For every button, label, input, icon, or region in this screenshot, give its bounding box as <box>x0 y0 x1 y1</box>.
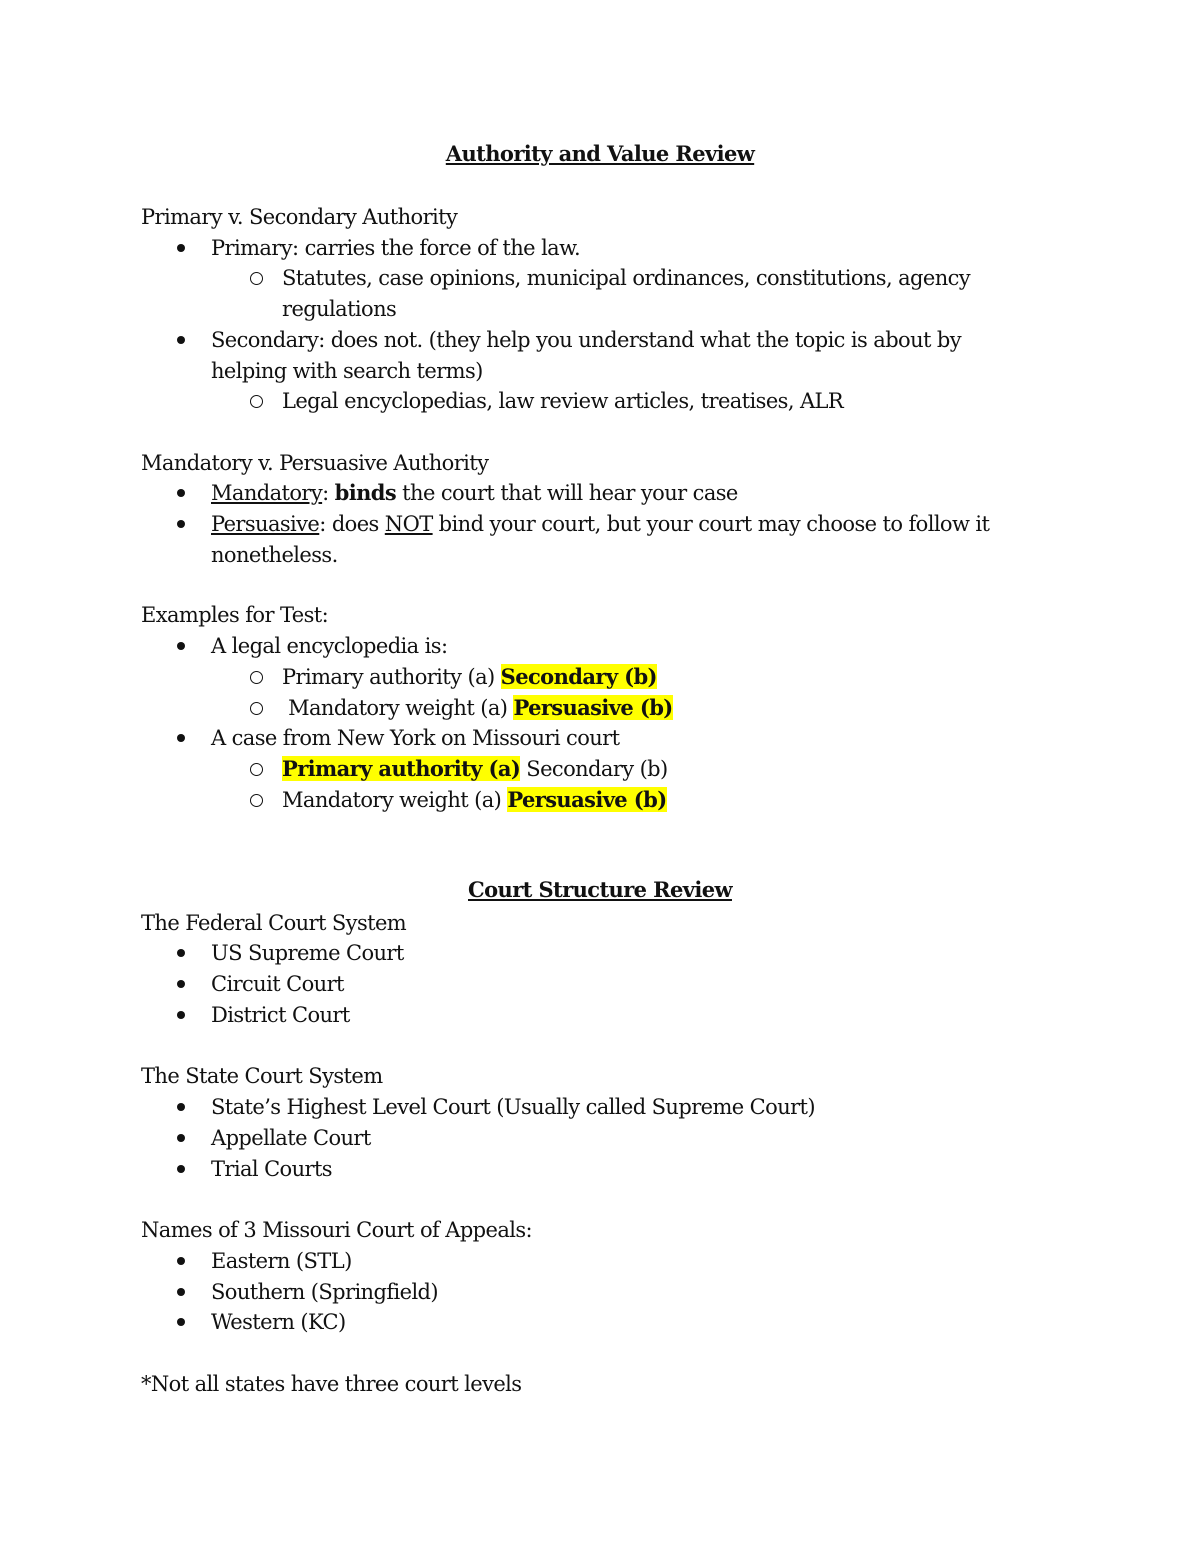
list-item-persuasive <box>211 510 989 538</box>
list-item-state: Trial Courts <box>211 1157 332 1181</box>
hollow-bullet-icon <box>250 702 263 715</box>
list-item-secondary-examples: Legal encyclopedias, law review articles, treatises, ALR <box>282 389 844 413</box>
list-item-missouri: Eastern (STL) <box>211 1249 352 1273</box>
example-2-option-2 <box>282 786 667 814</box>
emphasis-not: NOT <box>384 512 433 536</box>
list-item-secondary: Secondary: does not. (they help you understand what the topic is about by <box>211 328 962 352</box>
list-item-secondary-cont: helping with search terms) <box>211 359 483 383</box>
bullet-icon <box>177 1103 185 1111</box>
bullet-icon <box>177 642 185 650</box>
bullet-icon <box>177 489 185 497</box>
bullet-icon <box>177 520 185 528</box>
example-2-option-1 <box>282 755 668 783</box>
emphasis-binds: binds <box>334 480 397 505</box>
list-item-mandatory <box>211 479 738 507</box>
section-title-authority: Authority and Value Review <box>445 141 755 166</box>
highlighted-answer: Secondary (b) <box>500 664 657 689</box>
highlighted-answer: Primary authority (a) <box>282 756 521 781</box>
heading-missouri-appeals: Names of 3 Missouri Court of Appeals: <box>141 1218 533 1242</box>
hollow-bullet-icon <box>250 671 263 684</box>
persuasive-text-pre: : does <box>319 512 385 536</box>
list-item-primary-examples: Statutes, case opinions, municipal ordinances, constitutions, agency <box>282 266 971 290</box>
bullet-icon <box>177 1134 185 1142</box>
hollow-bullet-icon <box>250 794 263 807</box>
highlighted-answer: Persuasive (b) <box>513 695 673 720</box>
hollow-bullet-icon <box>250 272 263 285</box>
list-item-primary-examples-cont: regulations <box>282 297 397 321</box>
hollow-bullet-icon <box>250 763 263 776</box>
heading-mandatory-persuasive: Mandatory v. Persuasive Authority <box>141 451 489 475</box>
bullet-icon <box>177 949 185 957</box>
list-item-primary: Primary: carries the force of the law. <box>211 236 581 260</box>
option-text: Primary authority (a) <box>282 665 501 689</box>
option-text: Secondary (b) <box>520 757 668 781</box>
bullet-icon <box>177 980 185 988</box>
heading-state: The State Court System <box>141 1064 383 1088</box>
example-1-option-1 <box>282 663 657 691</box>
example-question-2: A case from New York on Missouri court <box>211 726 620 750</box>
bullet-icon <box>177 1011 185 1019</box>
example-1-option-2 <box>282 694 673 722</box>
bullet-icon <box>177 244 185 252</box>
list-item-state: State’s Highest Level Court (Usually called Supreme Court) <box>211 1095 815 1119</box>
bullet-icon <box>177 734 185 742</box>
footnote: *Not all states have three court levels <box>141 1372 522 1396</box>
heading-federal: The Federal Court System <box>141 911 407 935</box>
option-text: Mandatory weight (a) <box>282 788 508 812</box>
bullet-icon <box>177 1288 185 1296</box>
list-item-federal: US Supreme Court <box>211 941 404 965</box>
bullet-icon <box>177 1318 185 1326</box>
term-persuasive: Persuasive <box>211 512 320 536</box>
mandatory-definition: the court that will hear your case <box>396 481 738 505</box>
list-item-missouri: Southern (Springfield) <box>211 1280 438 1304</box>
list-item-state: Appellate Court <box>211 1126 371 1150</box>
bullet-icon <box>177 1165 185 1173</box>
bullet-icon <box>177 336 185 344</box>
persuasive-text-post: bind your court, but your court may choose to follow it <box>432 512 990 536</box>
term-mandatory: Mandatory <box>211 481 323 505</box>
bullet-icon <box>177 1257 185 1265</box>
list-item-missouri: Western (KC) <box>211 1310 346 1334</box>
list-item-federal: Circuit Court <box>211 972 344 996</box>
heading-primary-secondary: Primary v. Secondary Authority <box>141 205 458 229</box>
option-text: Mandatory weight (a) <box>282 696 514 720</box>
list-item-persuasive-cont: nonetheless. <box>211 543 338 567</box>
hollow-bullet-icon <box>250 395 263 408</box>
separator: : <box>322 481 335 505</box>
highlighted-answer: Persuasive (b) <box>507 787 667 812</box>
list-item-federal: District Court <box>211 1003 350 1027</box>
section-title-court-structure: Court Structure Review <box>468 877 732 902</box>
heading-examples: Examples for Test: <box>141 603 329 627</box>
example-question-1: A legal encyclopedia is: <box>211 634 448 658</box>
